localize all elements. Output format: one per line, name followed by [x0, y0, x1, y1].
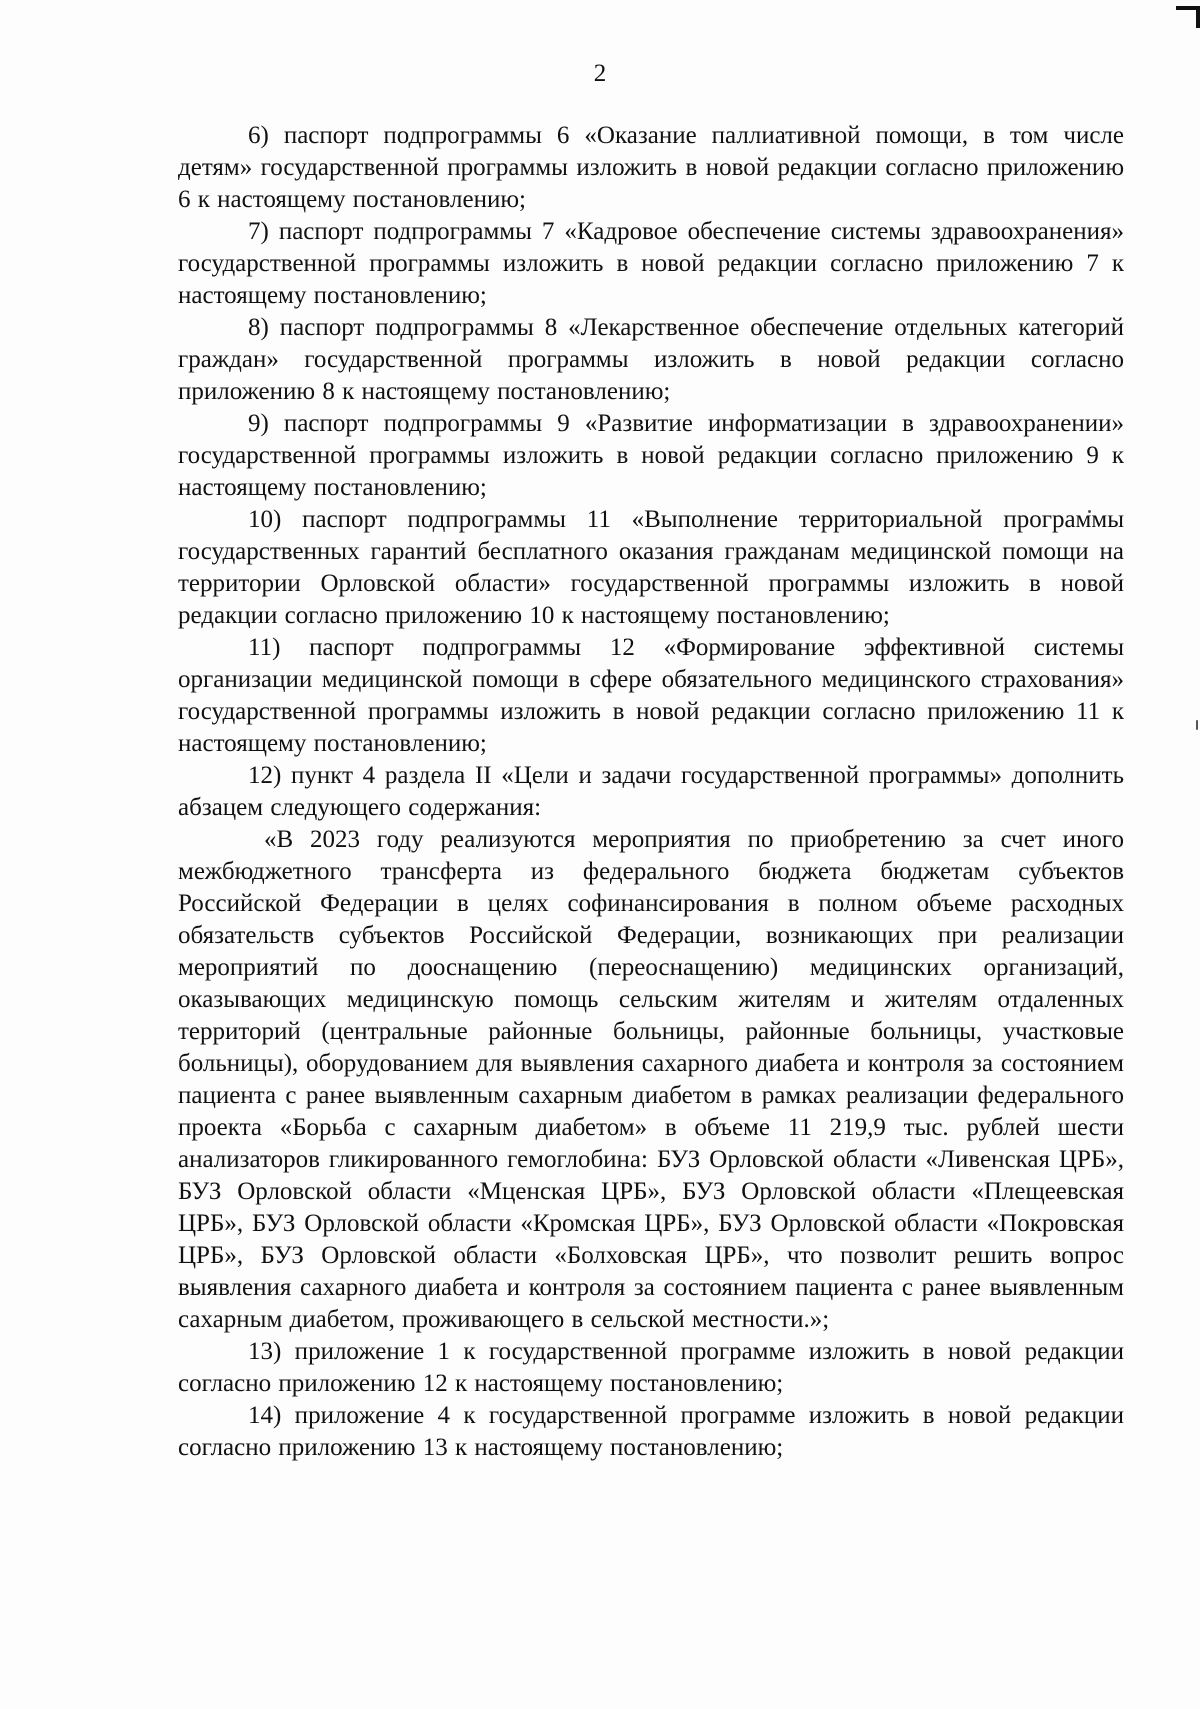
scan-corner-mark-vertical [1196, 6, 1200, 28]
paragraph-item-6: 6) паспорт подпрограммы 6 «Оказание паллиативной помощи, в том числе детям» государственной программы изложить в новой редакции согласно приложению 6 к настоящему постановлению; [178, 122, 1124, 213]
paragraph-item-8: 8) паспорт подпрограммы 8 «Лекарственное обеспечение отдельных категорий граждан» государственной программы изложить в новой редакции согласно приложению 8 к настоящему постановлению; [178, 314, 1124, 405]
page-number: 2 [593, 60, 607, 87]
paragraph-item-12: 12) пункт 4 раздела II «Цели и задачи государственной программы» дополнить абзацем следующего содержания: [178, 762, 1124, 821]
paragraph-item-9: 9) паспорт подпрограммы 9 «Развитие информатизации в здравоохранении» государственной программы изложить в новой редакции согласно приложению 9 к настоящему постановлению; [178, 410, 1124, 501]
paragraph-item-7: 7) паспорт подпрограммы 7 «Кадровое обеспечение системы здравоохранения» государственной программы изложить в новой редакции согласно приложению 7 к настоящему постановлению; [178, 218, 1124, 309]
scan-edge-mark [1196, 720, 1198, 730]
paragraph-item-11: 11) паспорт подпрограммы 12 «Формирование эффективной системы организации медицинской помощи в сфере обязательного медицинского страхования» государственной программы изложить в новой редакции согласно приложению 11 к настоящему постановлению; [178, 634, 1124, 757]
paragraph-item-13: 13) приложение 1 к государственной программе изложить в новой редакции согласно приложению 12 к настоящему постановлению; [178, 1338, 1124, 1397]
paragraph-item-14: 14) приложение 4 к государственной программе изложить в новой редакции согласно приложению 13 к настоящему постановлению; [178, 1402, 1124, 1461]
quoted-paragraph: «В 2023 году реализуются мероприятия по приобретению за счет иного межбюджетного трансферта из федерального бюджета бюджетам субъектов Российской Федерации в целях софинансирования в полном объеме расходных обязательств субъектов Российской Федерации, возникающих при реализации мероприятий по дооснащению (переоснащению) медицинских организаций, оказывающих медицинскую помощь сельским жителям и жителям отдаленных территорий (центральные районные больницы, районные больницы, участковые больницы), оборудованием для выявления сахарного диабета и контроля за состоянием пациента с ранее выявленным сахарным диабетом в рамках реализации федерального проекта «Борьба с сахарным диабетом» в объеме 11 219,9 тыс. рублей шести анализаторов гликированного гемоглобина: БУЗ Орловской области «Ливенская ЦРБ», БУЗ Орловской области «Мценская ЦРБ», БУЗ Орловской области «Плещеевская ЦРБ», БУЗ Орловской области «Кромская ЦРБ», БУЗ Орловской области «Покровская ЦРБ», БУЗ Орловской области «Болховская ЦРБ», что позволит решить вопрос выявления сахарного диабета и контроля за состоянием пациента с ранее выявленным сахарным диабетом, проживающего в сельской местности.»; [178, 826, 1124, 1333]
document-body [178, 120, 1124, 1464]
paragraph-item-10: 10) паспорт подпрограммы 11 «Выполнение территориальной программы государственных гарантий бесплатного оказания гражданам медицинской помощи на территории Орловской области» государственной программы изложить в новой редакции согласно приложению 10 к настоящему постановлению; [178, 506, 1124, 629]
